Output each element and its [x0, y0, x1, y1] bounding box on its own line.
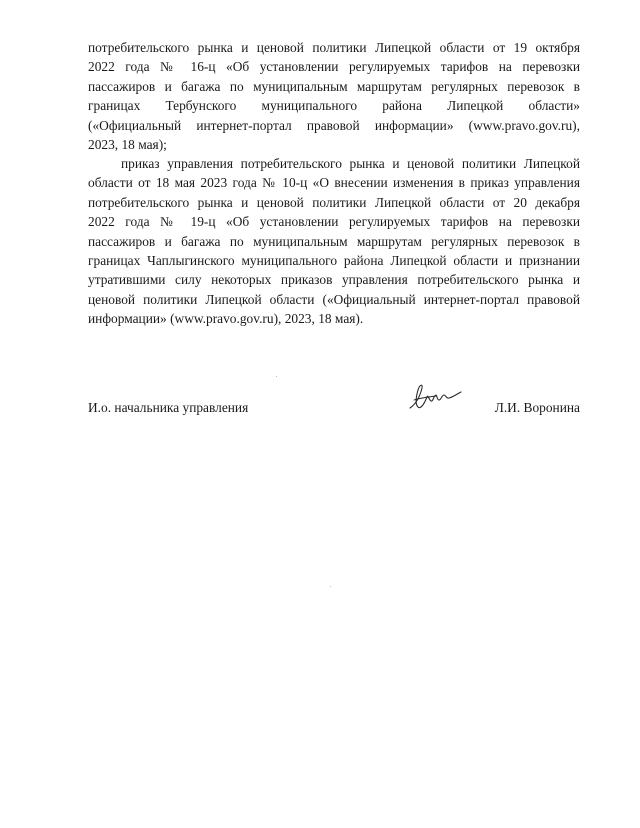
text-line: утратившими силу некоторых приказов управления потребительского рынка и [88, 272, 580, 288]
text-line: пассажиров и багажа по муниципальным маршрутам регулярных перевозок в [88, 78, 580, 94]
text-line: границах Чаплыгинского муниципального района Липецкой области и признании [88, 253, 580, 269]
signatory-position: И.о. начальника управления [88, 400, 249, 415]
text-line: ценовой политики Липецкой области («Официальный интернет-портал правовой [88, 291, 580, 307]
text-line: потребительского рынка и ценовой политики Липецкой области от 20 декабря [88, 194, 580, 210]
text-line: области от 18 мая 2023 года № 10-ц «О внесении изменения в приказ управления [88, 175, 580, 191]
text-line: приказ управления потребительского рынка и ценовой политики Липецкой [121, 156, 580, 171]
paragraph-continuation [88, 38, 580, 154]
paragraph-order [88, 154, 580, 329]
text-line: информации» (www.pravo.gov.ru), 2023, 18 мая). [88, 311, 364, 327]
text-line: («Официальный интернет-портал правовой информации» (www.pravo.gov.ru), [88, 117, 580, 133]
text-line: границах Тербунского муниципального района Липецкой области» [88, 98, 580, 114]
scan-speck [276, 376, 277, 377]
scan-speck [330, 586, 331, 587]
text-line: потребительского рынка и ценовой политики Липецкой области от 19 октября [88, 40, 580, 55]
text-line: пассажиров и багажа по муниципальным маршрутам регулярных перевозок в [88, 233, 580, 249]
handwritten-signature-icon [406, 380, 464, 414]
text-line: 2022 года № 16-ц «Об установлении регулируемых тарифов на перевозки [88, 59, 580, 75]
signatory-name: Л.И. Воронина [494, 400, 580, 415]
signature-block [88, 396, 580, 420]
text-line: 2022 года № 19-ц «Об установлении регулируемых тарифов на перевозки [88, 214, 580, 230]
text-line: 2023, 18 мая); [88, 137, 167, 153]
